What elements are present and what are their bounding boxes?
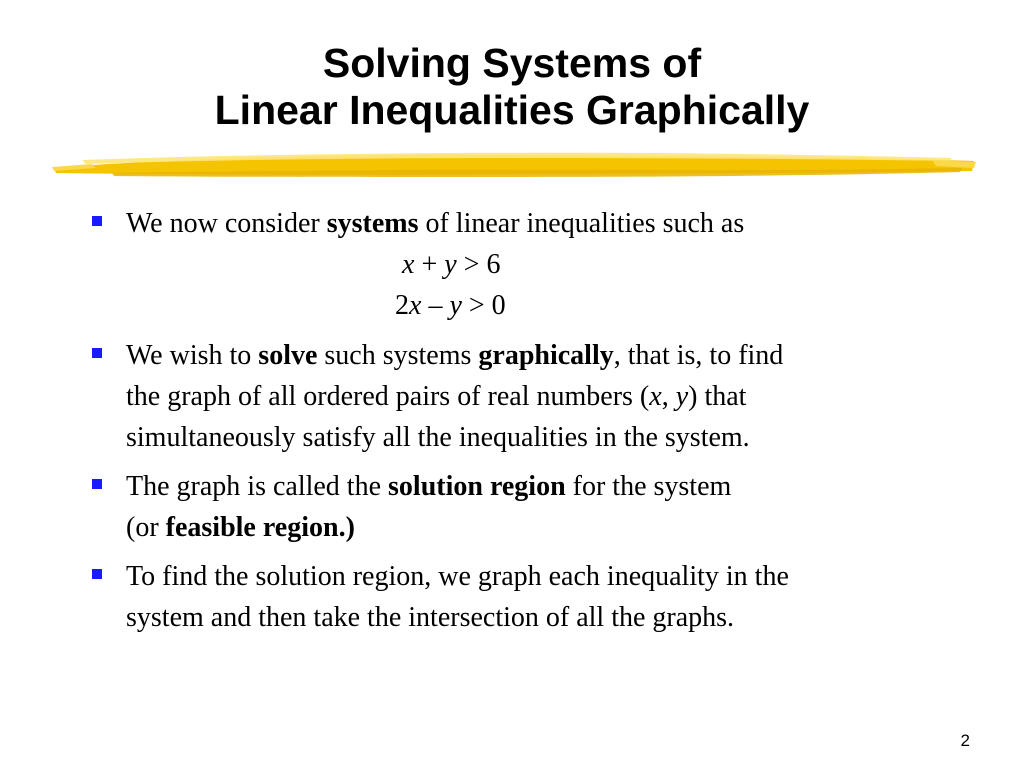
bullet-3-line-1 bbox=[126, 466, 731, 507]
text-run: , that is, to find bbox=[613, 340, 784, 371]
text-run: such systems bbox=[317, 340, 479, 371]
eq-relation: > 0 bbox=[461, 290, 506, 321]
bullet-4-line-2: system and then take the intersection of all the graphs. bbox=[126, 602, 735, 633]
title-line-2: Linear Inequalities Graphically bbox=[214, 87, 810, 133]
keyword-systems: systems bbox=[326, 208, 419, 239]
title-line-1: Solving Systems of bbox=[322, 40, 702, 86]
eq-var-y: y bbox=[444, 249, 457, 280]
text-run: We wish to bbox=[126, 340, 259, 371]
eq-operator: – bbox=[421, 290, 450, 321]
var-x: x bbox=[649, 381, 662, 412]
text-run: for the system bbox=[565, 471, 732, 502]
text-run: We now consider bbox=[126, 208, 327, 239]
text-run: the graph of all ordered pairs of real numbers ( bbox=[126, 381, 650, 412]
text-run: , bbox=[661, 381, 676, 412]
keyword-solution-region: solution region bbox=[388, 471, 566, 502]
keyword-solve: solve bbox=[258, 340, 318, 371]
slide-title bbox=[0, 40, 1024, 134]
square-bullet-icon bbox=[92, 216, 102, 226]
bullet-3-line-2 bbox=[126, 507, 355, 548]
equation-1 bbox=[402, 244, 500, 285]
eq-var-y: y bbox=[449, 290, 462, 321]
bullet-2-line-1 bbox=[126, 335, 783, 376]
text-run: ) bbox=[345, 512, 355, 543]
text-run: The graph is called the bbox=[126, 471, 389, 502]
bullet-1-text bbox=[126, 203, 744, 244]
eq-operator: + bbox=[414, 249, 445, 280]
text-run: ) that bbox=[688, 381, 747, 412]
eq-var-x: x bbox=[409, 290, 422, 321]
keyword-feasible-region: feasible region. bbox=[165, 512, 346, 543]
var-y: y bbox=[675, 381, 689, 412]
bullet-2-line-3: simultaneously satisfy all the inequalities in the system. bbox=[126, 422, 750, 453]
square-bullet-icon bbox=[92, 569, 102, 579]
eq-var-x: x bbox=[402, 249, 415, 280]
equation-2 bbox=[395, 285, 506, 326]
text-run: of linear inequalities such as bbox=[418, 208, 745, 239]
square-bullet-icon bbox=[92, 479, 102, 489]
eq-coefficient: 2 bbox=[395, 290, 409, 321]
text-run: (or bbox=[126, 512, 166, 543]
title-underline-brushstroke bbox=[52, 146, 976, 184]
bullet-4-line-1: To find the solution region, we graph each inequality in the bbox=[126, 561, 789, 592]
page-number: 2 bbox=[960, 731, 970, 750]
bullet-2-line-2 bbox=[126, 376, 746, 417]
keyword-graphically: graphically bbox=[478, 340, 614, 371]
square-bullet-icon bbox=[92, 348, 102, 358]
eq-relation: > 6 bbox=[456, 249, 501, 280]
